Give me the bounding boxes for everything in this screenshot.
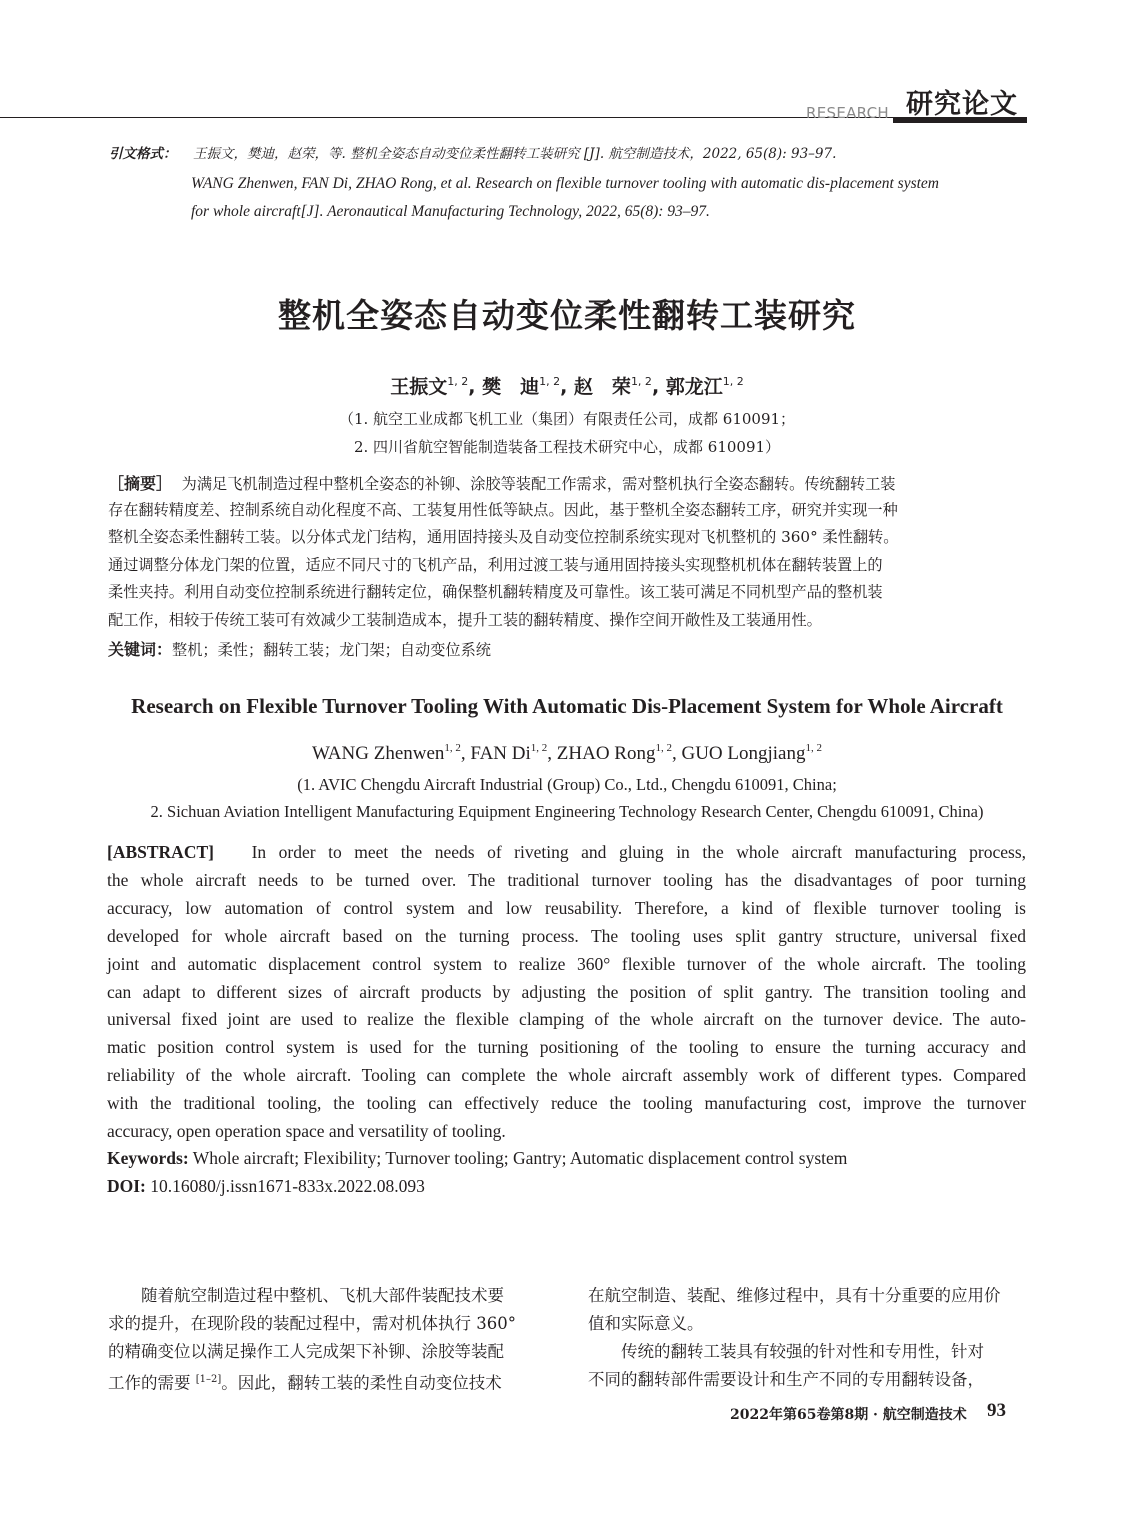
doi (107, 1172, 1026, 1200)
body-text-line (108, 1366, 546, 1398)
author-affiliation: 1, 2 (655, 742, 672, 754)
abstract-en-label: [ABSTRACT] (107, 842, 214, 862)
body-text-line: 不同的翻转部件需要设计和生产不同的专用翻转设备， (588, 1370, 984, 1389)
abstract-cn-label: ［摘要］ (108, 474, 173, 493)
abstract-cn-line: 存在翻转精度差、控制系统自动化程度不高、工装复用性低等缺点。因此，基于整机全姿态翻转工序，研究并实现一种 (108, 501, 898, 519)
doi-label: DOI: (107, 1176, 146, 1196)
author-name: ZHAO Rong (556, 743, 656, 764)
abstract-en-line: developed for whole aircraft based on the turning process. The tooling uses split gantry structure, universal fixed (107, 926, 1026, 946)
author-separator: , (460, 743, 471, 764)
author-separator: , (560, 376, 568, 398)
citation-label: 引文格式： (109, 146, 177, 162)
body-text-line: 值和实际意义。 (588, 1314, 704, 1333)
abstract-en-line: accuracy, low automation of control system and low reusability. Therefore, a kind of flexible turnover tooling is (107, 898, 1026, 918)
abstract-en-line: universal fixed joint are used to realize the flexible clamping of the whole aircraft on the turnover device. The auto- (107, 1009, 1026, 1029)
author-affiliation: 1, 2 (444, 742, 461, 754)
abstract-en-line: joint and automatic displacement control system to realize 360° flexible turnover of the whole aircraft. The tooling (107, 954, 1026, 974)
author-affiliation: 1, 2 (722, 375, 744, 388)
body-text: 。因此，翻转工装的柔性自动变位技术 (221, 1373, 502, 1393)
author-affiliation: 1, 2 (447, 375, 469, 388)
abstract-en-text: In order to meet the needs of riveting and gluing in the whole aircraft manufacturing process, (251, 842, 1027, 862)
body-text: 工作的需要 (108, 1373, 191, 1393)
abstract-en-line (107, 838, 1026, 866)
author-affiliation: 1, 2 (630, 375, 652, 388)
abstract-cn-text: 为满足飞机制造过程中整机全姿态的补铆、涂胶等装配工作需求，需对整机执行全姿态翻转。传统翻转工装 (181, 475, 896, 493)
section-label-en: RESEARCH (806, 104, 889, 122)
abstract-en-line: with the traditional tooling, the tooling can effectively reduce the tooling manufacturing cost, improve the turnover (107, 1093, 1026, 1113)
abstract-cn-line: 配工作，相较于传统工装可有效减少工装制造成本，提升工装的翻转精度、操作空间开敞性及工装通用性。 (108, 611, 822, 629)
abstract-cn-line: 柔性夹持。利用自动变位控制系统进行翻转定位，确保整机翻转精度及可靠性。该工装可满足不同机型产品的整机装 (108, 583, 883, 601)
doi-value: 10.16080/j.issn1671-833x.2022.08.093 (150, 1176, 425, 1196)
author-name: GUO Longjiang (681, 743, 806, 764)
author-name: 樊 迪 (482, 376, 540, 398)
author-name: 王振文 (390, 376, 448, 398)
abstract-en-line: can adapt to different sizes of aircraft products by adjusting the position of split gantry. The transition tooling and (107, 982, 1026, 1002)
author-separator: , (468, 376, 476, 398)
keywords-en-text: Whole aircraft; Flexibility; Turnover tooling; Gantry; Automatic displacement control system (192, 1148, 848, 1168)
paper-title-en: Research on Flexible Turnover Tooling With Automatic Dis-Placement System for Whole Aircraft (131, 694, 1003, 718)
abstract-en-line: the whole aircraft needs to be turned over. The traditional turnover tooling has the disadvantages of poor turning (107, 870, 1026, 890)
author-affiliation: 1, 2 (539, 375, 561, 388)
keywords-cn-text: 整机；柔性；翻转工装；龙门架；自动变位系统 (172, 641, 491, 659)
affiliation-en: 2. Sichuan Aviation Intelligent Manufacturing Equipment Engineering Technology Research Center, Chengdu 610091, China) (150, 802, 984, 821)
author-name: FAN Di (470, 743, 531, 764)
author-name: 郭龙江 (665, 376, 723, 398)
abstract-en-line: matic position control system is used for the turning positioning of the tooling to ensure the turning accuracy and (107, 1037, 1026, 1057)
citation-cn: 王振文，樊迪，赵荣，等. 整机全姿态自动变位柔性翻转工装研究 [J]. 航空制造技术，2022, 65(8): 93–97. (193, 146, 837, 162)
keywords-en (107, 1144, 1026, 1172)
citation-en-line: for whole aircraft[J]. Aeronautical Manufacturing Technology, 2022, 65(8): 93–97. (191, 203, 710, 220)
page-number: 93 (987, 1400, 1006, 1421)
body-text-line: 随着航空制造过程中整机、飞机大部件装配技术要 (108, 1286, 504, 1305)
citation-en-line: WANG Zhenwen, FAN Di, ZHAO Rong, et al. Research on flexible turnover tooling with automatic dis-placement system (191, 175, 939, 192)
authors-cn (0, 372, 1134, 399)
abstract-en-line: reliability of the whole aircraft. Tooling can complete the whole aircraft assembly work of different types. Compared (107, 1065, 1026, 1085)
body-text-line: 传统的翻转工装具有较强的针对性和专用性，针对 (588, 1342, 984, 1361)
keywords-en-label: Keywords: (107, 1148, 189, 1168)
authors-en (0, 742, 1134, 765)
author-separator: , (547, 743, 557, 764)
body-text-line: 求的提升，在现阶段的装配过程中，需对机体执行 360° (108, 1314, 516, 1333)
author-affiliation: 1, 2 (805, 742, 822, 754)
affiliation-cn: 2. 四川省航空智能制造装备工程技术研究中心，成都 610091） (353, 438, 781, 456)
abstract-cn-line: 通过调整分体龙门架的位置，适应不同尺寸的飞机产品，利用过渡工装与通用固持接头实现整机机体在翻转装置上的 (108, 556, 883, 574)
affiliation-en: (1. AVIC Chengdu Aircraft Industrial (Group) Co., Ltd., Chengdu 610091, China; (297, 775, 837, 794)
body-text-line: 的精确变位以满足操作工人完成架下补铆、涂胶等装配 (108, 1342, 504, 1361)
keywords-cn (108, 636, 1026, 664)
author-name: 赵 荣 (573, 376, 631, 398)
keywords-cn-label: 关键词： (108, 640, 173, 659)
footer-issue: 2022年第65卷第8期 · 航空制造技术 (730, 1407, 967, 1423)
paper-title-cn: 整机全姿态自动变位柔性翻转工装研究 (278, 296, 856, 335)
author-separator: , (651, 376, 660, 398)
affiliation-cn: （1. 航空工业成都飞机工业（集团）有限责任公司，成都 610091； (338, 410, 796, 428)
section-label-cn: 研究论文 (906, 89, 1018, 120)
author-separator: , (671, 743, 682, 764)
abstract-cn-line: 整机全姿态柔性翻转工装。以分体式龙门结构，通用固持接头及自动变位控制系统实现对飞机整机的 360° 柔性翻转。 (108, 528, 899, 546)
author-affiliation: 1, 2 (530, 742, 548, 754)
abstract-en-line: accuracy, open operation space and versatility of tooling. (107, 1121, 506, 1141)
author-name: WANG Zhenwen (311, 743, 445, 764)
body-text-line: 在航空制造、装配、维修过程中，具有十分重要的应用价 (588, 1286, 1001, 1305)
citation-reference: [1–2] (195, 1374, 222, 1385)
abstract-cn-line (108, 470, 1026, 498)
